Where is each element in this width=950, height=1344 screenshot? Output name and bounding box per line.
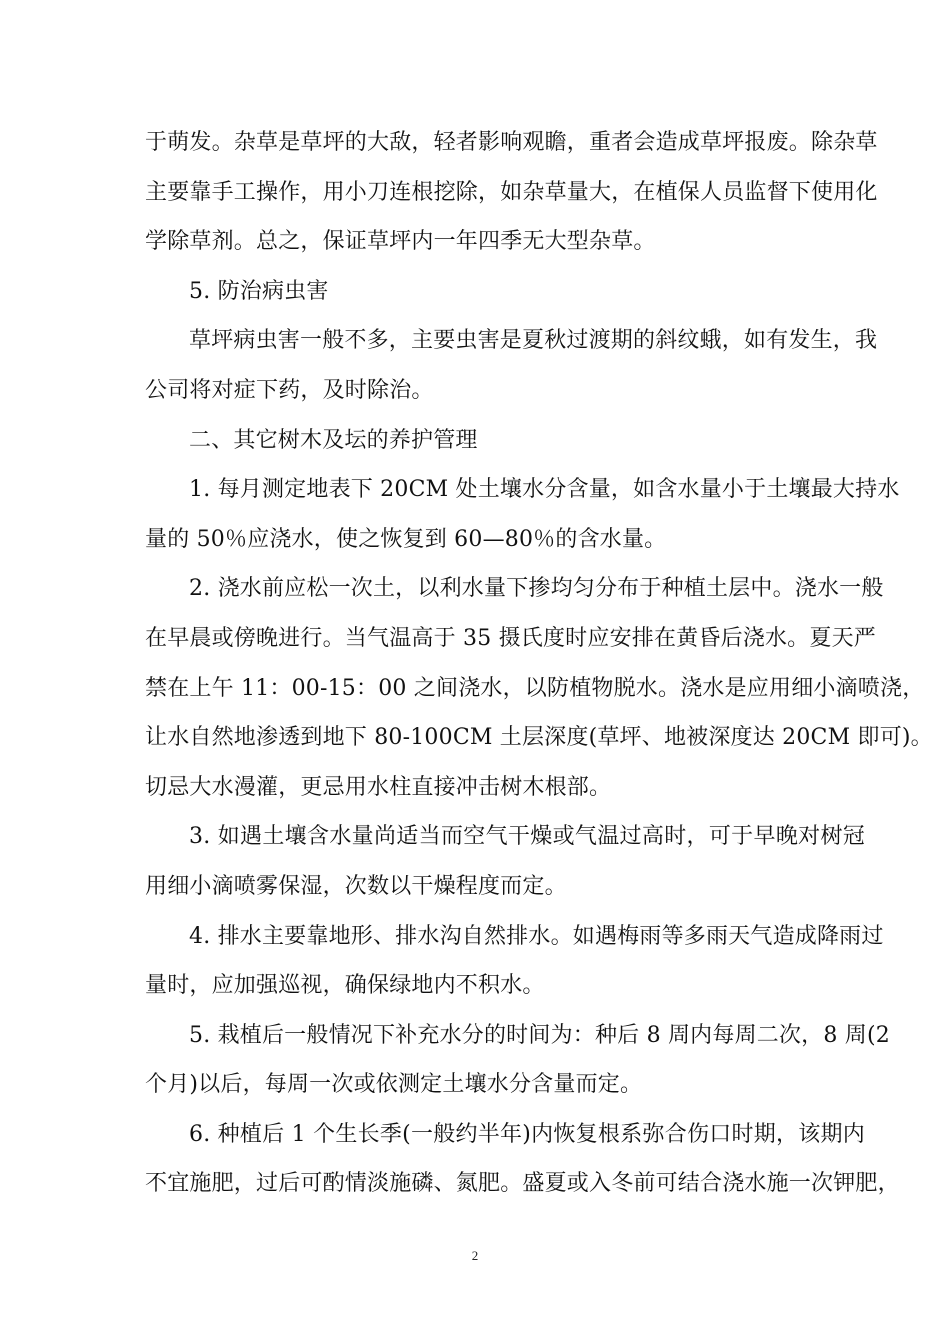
text-line: 二、其它树木及坛的养护管理 [189, 427, 478, 453]
text-line: 2. 浇水前应松一次土，以利水量下掺均匀分布于种植土层中。浇水一般 [189, 576, 884, 602]
page-number: 2 [471, 1248, 479, 1263]
text-line: 于萌发。杂草是草坪的大敌，轻者影响观瞻，重者会造成草坪报废。除杂草 [145, 130, 878, 155]
text-line: 不宜施肥，过后可酌情淡施磷、氮肥。盛夏或入冬前可结合浇水施一次钾肥， [145, 1171, 900, 1197]
text-line: 让水自然地渗透到地下 80-100CM 土层深度(草坪、地被深度达 20CM 即可)。 [145, 725, 933, 751]
text-line: 1. 每月测定地表下 20CM 处土壤水分含量，如含水量小于土壤最大持水 [189, 477, 900, 503]
text-line: 在早晨或傍晚进行。当气温高于 35 摄氏度时应安排在黄昏后浇水。夏天严 [145, 625, 876, 651]
text-line: 用细小滴喷雾保湿，次数以干燥程度而定。 [145, 873, 567, 899]
text-line: 草坪病虫害一般不多，主要虫害是夏秋过渡期的斜纹蛾，如有发生，我 [189, 328, 878, 354]
text-line: 量时，应加强巡视，确保绿地内不积水。 [145, 973, 545, 999]
body-text [145, 118, 933, 1209]
text-line: 5. 防治病虫害 [189, 278, 329, 304]
text-line: 切忌大水漫灌，更忌用水柱直接冲击树木根部。 [145, 774, 612, 800]
text-line: 个月)以后，每周一次或依测定土壤水分含量而定。 [145, 1072, 643, 1098]
text-line: 公司将对症下药，及时除治。 [145, 377, 434, 403]
text-line: 5. 栽植后一般情况下补充水分的时间为：种后 8 周内每周二次，8 周(2 [189, 1022, 890, 1048]
text-line: 6. 种植后 1 个生长季(一般约半年)内恢复根系弥合伤口时期，该期内 [189, 1121, 865, 1147]
text-line: 主要靠手工操作，用小刀连根挖除，如杂草量大，在植保人员监督下使用化 [145, 179, 878, 205]
text-line: 4. 排水主要靠地形、排水沟自然排水。如遇梅雨等多雨天气造成降雨过 [189, 923, 884, 949]
text-line: 禁在上午 11：00-15：00 之间浇水，以防植物脱水。浇水是应用细小滴喷浇， [145, 675, 925, 701]
text-line: 量的 50％应浇水，使之恢复到 60—80％的含水量。 [145, 526, 667, 552]
text-line: 学除草剂。总之，保证草坪内一年四季无大型杂草。 [145, 229, 656, 255]
text-line: 3. 如遇土壤含水量尚适当而空气干燥或气温过高时，可于早晚对树冠 [189, 824, 865, 850]
